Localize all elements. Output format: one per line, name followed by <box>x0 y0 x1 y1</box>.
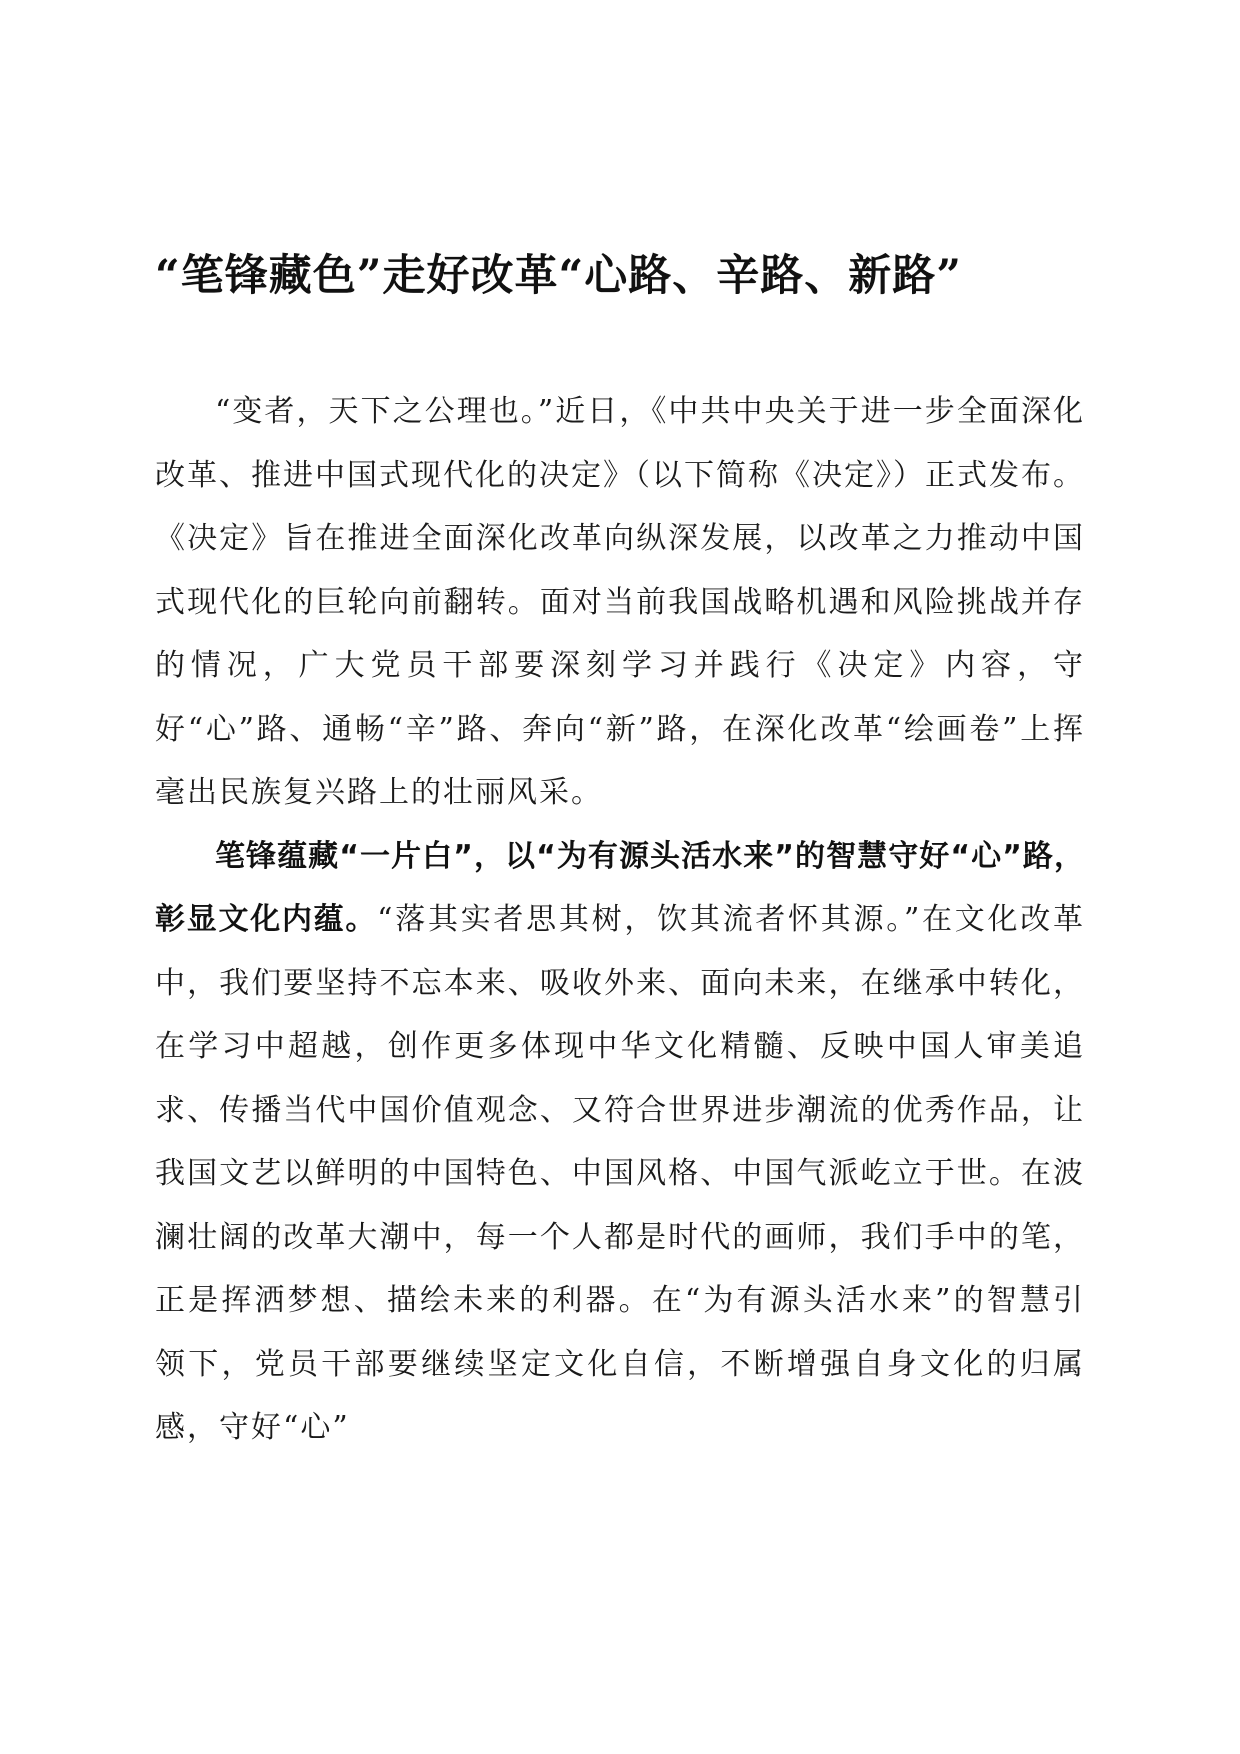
paragraph-lead: 笔锋蕴藏“一片白”，以“为有源头活水来”的智慧守好“心”路，彰显文化内蕴。 <box>155 838 1085 937</box>
paragraph-text: “变者，天下之公理也。”近日，《中共中央关于进一步全面深化改革、推进中国式现代化的决定》（以下简称《决定》）正式发布。《决定》旨在推进全面深化改革向纵深发展，以改革之力推动中国式现代化的巨轮向前翻转。面对当前我国战略机遇和风险挑战并存的情况，广大党员干部要深刻学习并践行《决定》内容，守好“心”路、通畅“辛”路、奔向“新”路，在深化改革“绘画卷”上挥毫出民族复兴路上的壮丽风采。 <box>155 394 1085 810</box>
paragraph-intro <box>155 380 1085 825</box>
article-body <box>155 380 1085 1460</box>
paragraph-text: “落其实者思其树，饮其流者怀其源。”在文化改革中，我们要坚持不忘本来、吸收外来、面向未来，在继承中转化，在学习中超越，创作更多体现中华文化精髓、反映中国人审美追求、传播当代中国价值观念、又符合世界进步潮流的优秀作品，让我国文艺以鲜明的中国特色、中国风格、中国气派屹立于世。在波澜壮阔的改革大潮中，每一个人都是时代的画师，我们手中的笔，正是挥洒梦想、描绘未来的利器。在“为有源头活水来”的智慧引领下，党员干部要继续坚定文化自信，不断增强自身文化的归属感，守好“心” <box>155 902 1085 1445</box>
page-title: “笔锋藏色”走好改革“心路、辛路、新路” <box>155 251 962 301</box>
paragraph-heart-road <box>155 825 1085 1460</box>
